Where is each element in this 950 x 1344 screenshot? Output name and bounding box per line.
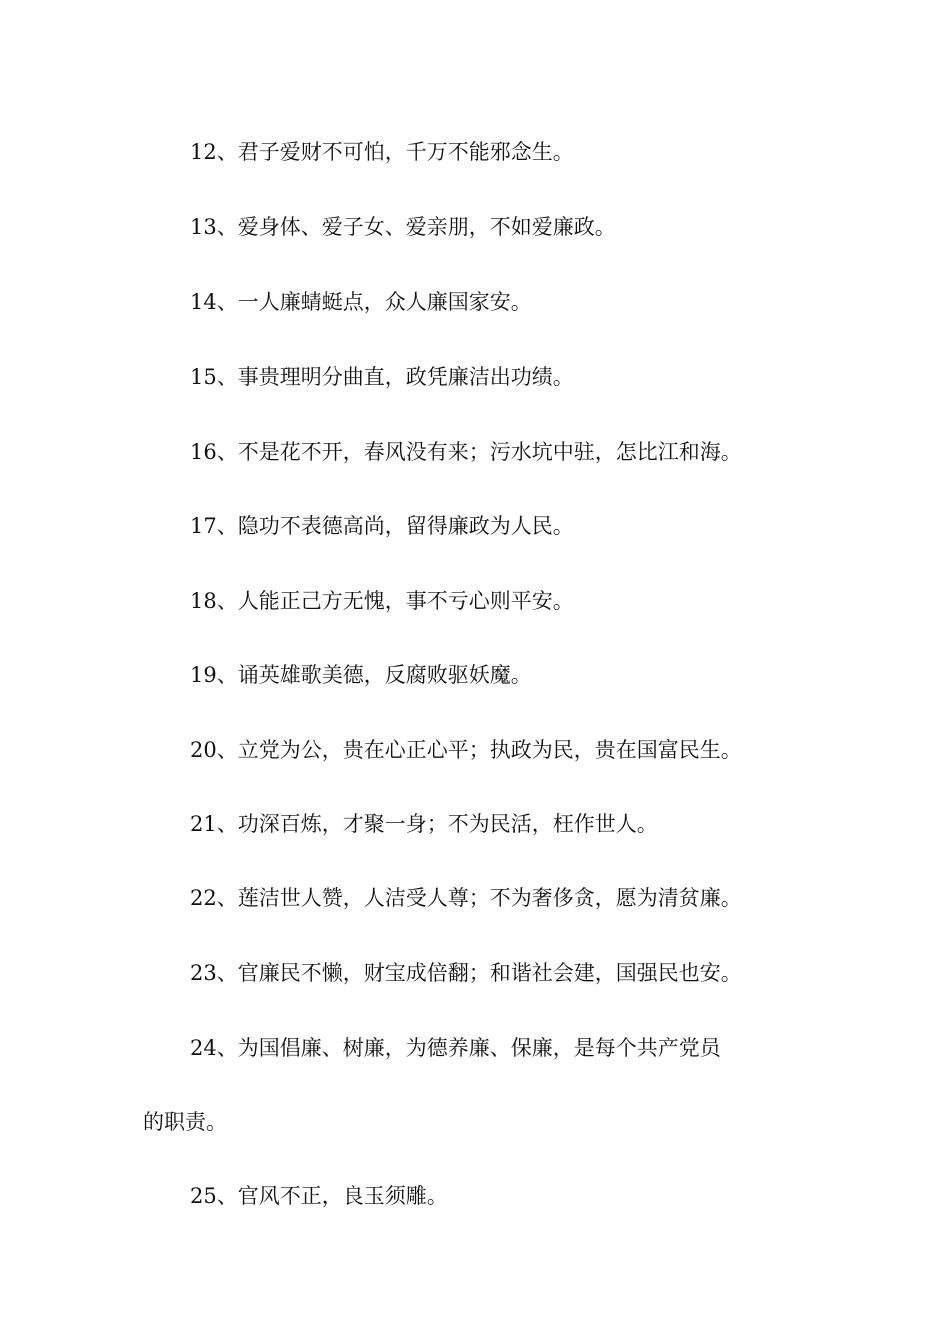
item-number: 24、 xyxy=(190,1036,238,1060)
item-text: 不是花不开，春风没有来；污水坑中驻，怎比江和海。 xyxy=(237,440,742,464)
item-text: 爱身体、爱子女、爱亲朋，不如爱廉政。 xyxy=(237,215,616,239)
item-text: 事贵理明分曲直，政凭廉洁出功绩。 xyxy=(237,365,574,389)
item-number: 22、 xyxy=(190,886,238,910)
list-item xyxy=(190,213,616,241)
item-text: 一人廉蜻蜓点，众人廉国家安。 xyxy=(237,290,532,314)
item-number: 21、 xyxy=(190,812,238,836)
item-text: 官风不正，良玉须雕。 xyxy=(237,1184,448,1208)
item-number: 15、 xyxy=(190,365,238,389)
list-item xyxy=(190,1182,448,1210)
list-item xyxy=(190,884,742,912)
item-number: 14、 xyxy=(190,290,238,314)
item-text: 诵英雄歌美德，反腐败驱妖魔。 xyxy=(237,663,532,687)
item-number: 19、 xyxy=(190,663,238,687)
list-item xyxy=(190,138,574,166)
list-item xyxy=(190,288,532,316)
item-text: 莲洁世人赞，人洁受人尊；不为奢侈贪，愿为清贫廉。 xyxy=(237,886,742,910)
list-item xyxy=(190,661,532,689)
item-text: 立党为公，贵在心正心平；执政为民，贵在国富民生。 xyxy=(237,738,742,762)
item-text: 隐功不表德高尚，留得廉政为人民。 xyxy=(237,514,574,538)
item-text: 君子爱财不可怕，千万不能邪念生。 xyxy=(237,140,574,164)
list-item xyxy=(190,959,742,987)
list-item-continuation: 的职责。 xyxy=(143,1110,227,1134)
item-number: 20、 xyxy=(190,738,238,762)
list-item xyxy=(190,736,742,764)
list-item xyxy=(190,587,574,615)
item-text: 功深百炼，才聚一身；不为民活，枉作世人。 xyxy=(237,812,658,836)
list-item xyxy=(190,810,658,838)
list-item xyxy=(190,438,742,466)
item-number: 17、 xyxy=(190,514,238,538)
item-number: 13、 xyxy=(190,215,238,239)
item-number: 12、 xyxy=(190,140,238,164)
item-text: 为国倡廉、树廉，为德养廉、保廉，是每个共产党员 xyxy=(237,1036,721,1060)
item-number: 18、 xyxy=(190,589,238,613)
list-item xyxy=(190,363,574,391)
item-number: 16、 xyxy=(190,440,238,464)
item-number: 23、 xyxy=(190,961,238,985)
item-text: 官廉民不懒，财宝成倍翻；和谐社会建，国强民也安。 xyxy=(237,961,742,985)
item-number: 25、 xyxy=(190,1184,238,1208)
list-item xyxy=(190,512,574,540)
list-item xyxy=(190,1034,721,1062)
item-text: 人能正己方无愧，事不亏心则平安。 xyxy=(237,589,574,613)
